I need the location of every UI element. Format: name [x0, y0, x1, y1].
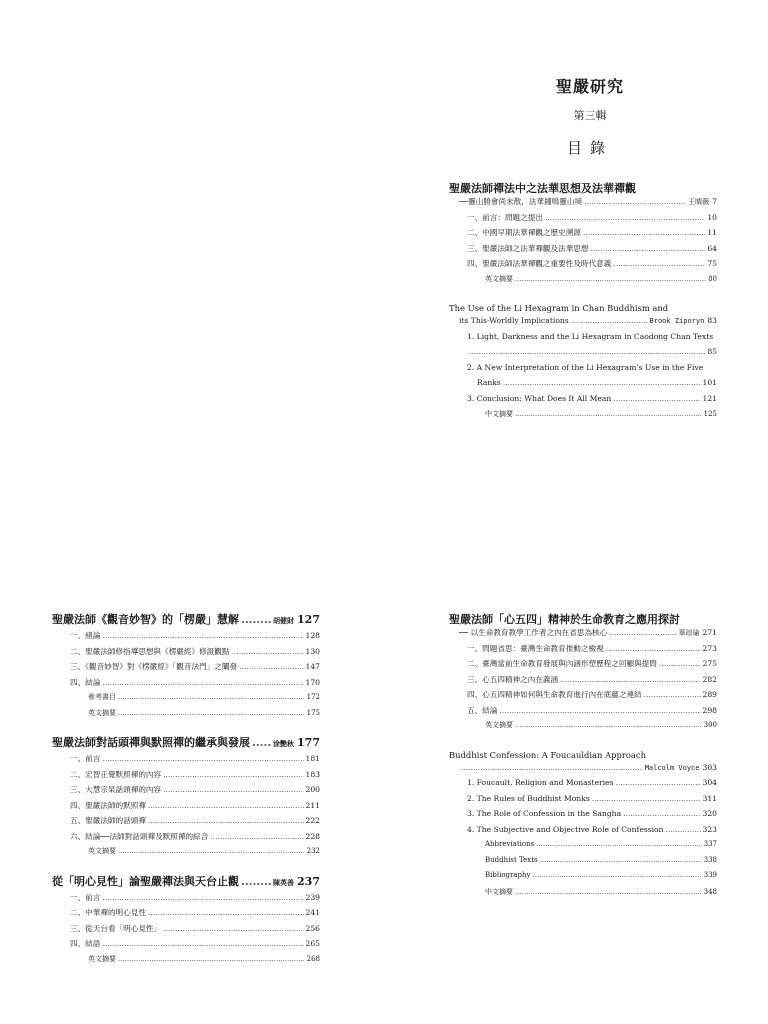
entry-text: 4. The Subjective and Objective Role of Confession	[467, 824, 664, 834]
page-number: 80	[708, 274, 717, 283]
entry-author: 辜琮瑜	[678, 629, 700, 637]
article-title: The Use of the Li Hexagram in Chan Buddhism and	[449, 303, 669, 313]
page-number: 222	[305, 816, 320, 825]
toc-entry	[449, 394, 717, 410]
page-number: 128	[305, 631, 320, 640]
toc-entry	[52, 831, 320, 847]
toc-entry	[449, 778, 717, 794]
page-number: 323	[702, 824, 717, 834]
page-number: 172	[306, 693, 320, 701]
toc-entry	[449, 227, 717, 243]
dot-leader	[499, 706, 700, 715]
dot-leader	[545, 213, 705, 222]
entry-text: 五、結論	[467, 705, 498, 715]
page-number: 303	[702, 762, 717, 772]
page-number: 211	[305, 800, 320, 810]
toc-entry	[52, 753, 320, 769]
entry-text: 英文摘要	[88, 708, 116, 717]
page-number: 64	[707, 243, 717, 253]
dot-leader	[540, 856, 702, 864]
entry-text: 四、聖嚴法師的默照禪	[70, 800, 146, 810]
dot-leader	[148, 816, 304, 825]
page-number: 271	[702, 628, 717, 637]
toc-entry	[52, 708, 320, 724]
toc-entry	[449, 409, 717, 425]
toc-entry	[449, 856, 717, 872]
dot-leader	[591, 244, 706, 253]
entry-text: 中文摘要	[485, 887, 513, 896]
entry-text: 六、結論──法師對話頭禪及默照禪的綜合	[70, 831, 209, 841]
article-title-row	[52, 735, 320, 753]
entry-text: ── 以生命教育教學工作者之內在省思為核心	[459, 628, 608, 637]
entry-text: Ranks	[477, 378, 501, 387]
dot-leader	[118, 709, 305, 717]
dot-leader	[148, 908, 304, 917]
page-number: 241	[305, 908, 320, 917]
toc-left-bottom	[52, 612, 320, 981]
page-number: 339	[703, 871, 717, 879]
toc-entry	[449, 363, 717, 379]
page-number: 298	[702, 705, 717, 715]
page-number: 175	[306, 708, 320, 717]
entry-text: 二、宏智正覺默照禪的內容	[70, 769, 162, 779]
page-number: 11	[707, 228, 717, 237]
dot-leader	[666, 825, 701, 834]
page-number: 125	[703, 410, 717, 418]
dot-leader	[613, 394, 700, 403]
page-number: 183	[305, 769, 320, 779]
toc-right-bottom	[449, 612, 717, 914]
toc-entry	[449, 809, 717, 825]
toc-article	[52, 612, 320, 723]
dot-leader	[503, 378, 701, 387]
toc-right-top	[449, 181, 717, 437]
dot-leader	[231, 647, 303, 656]
dot-leader	[609, 628, 676, 637]
page-number: 232	[306, 847, 320, 855]
toc-entry	[449, 840, 717, 856]
dot-leader	[118, 955, 305, 963]
dot-leader	[163, 785, 303, 794]
title-block	[540, 74, 640, 158]
dot-leader	[659, 659, 701, 668]
toc-heading: 目錄	[566, 139, 613, 157]
article-title: 聖嚴法師對話頭禪與默照禪的繼承與發展	[52, 736, 250, 749]
toc-entry	[449, 825, 717, 841]
article-title: Buddhist Confession: A Foucauldian Approach	[449, 749, 646, 760]
dot-leader	[163, 770, 303, 779]
toc-article	[449, 181, 717, 289]
dot-leader	[461, 763, 643, 772]
toc-entry	[52, 938, 320, 954]
article-title: 從「明心見性」論聖嚴禪法與天台止觀	[52, 874, 239, 888]
entry-text: 二、中國早期法華禪觀之歷史溯源	[467, 228, 581, 237]
entry-text: 三、從天台看「明心見性」	[70, 923, 162, 933]
entry-text: 中文摘要	[485, 410, 513, 418]
dot-leader	[571, 316, 648, 325]
entry-author: Malcolm Voyce	[644, 763, 700, 772]
dot-leader	[102, 893, 303, 902]
entry-text: 1. Light, Darkness and the Li Hexagram in Caodong Chan Texts	[467, 331, 714, 341]
toc-article	[449, 748, 717, 903]
entry-text: 四、心五四精神如何與生命教育進行內在底蘊之連結	[467, 690, 642, 699]
page-number: 265	[305, 939, 320, 948]
entry-text: 三、《觀音妙智》對《楞嚴經》「觀音法門」之闡發	[70, 662, 238, 671]
dot-leader	[560, 675, 700, 684]
toc-entry	[449, 243, 717, 259]
entry-text: 四、結語	[70, 939, 101, 948]
entry-text: its This-Worldly Implications	[459, 316, 569, 325]
entry-text: 一、問題省思：臺灣生命教育推動之檢視	[467, 643, 604, 653]
dot-leader	[239, 662, 303, 671]
toc-entry	[52, 677, 320, 693]
page-number: 121	[702, 393, 717, 403]
toc-entry	[52, 769, 320, 785]
entry-author: 王晴薇	[688, 198, 710, 206]
entry-text: 英文摘要	[88, 847, 116, 855]
page-number: 256	[305, 923, 320, 933]
article-title: 聖嚴法師「心五四」精神於生命教育之應用探討	[449, 613, 680, 626]
page-number: 75	[707, 259, 717, 268]
page-number: 85	[707, 347, 717, 356]
article-title: 聖嚴法師禪法中之法華思想及法華禪觀	[449, 182, 636, 195]
entry-text: 三、聖嚴法師之法華禪觀及法華思想	[467, 243, 589, 253]
dot-leader	[469, 347, 705, 356]
toc-entry	[449, 212, 717, 228]
page-number: 228	[305, 831, 320, 841]
entry-text: 1. Foucault, Religion and Monasteries	[467, 778, 614, 787]
toc-article	[52, 874, 320, 970]
dot-leader	[210, 832, 303, 841]
page-number: 101	[702, 378, 717, 387]
page-number: 311	[702, 793, 717, 803]
entry-text: 二、臺灣當前生命教育發展與內涵形塑歷程之回顧與提問	[467, 659, 657, 668]
toc-entry	[52, 954, 320, 970]
page-number: 338	[703, 855, 717, 864]
toc-entry	[52, 907, 320, 923]
dot-leader	[583, 228, 705, 237]
page-number: 320	[702, 809, 717, 818]
toc-article	[449, 301, 717, 425]
page-number: 273	[702, 643, 717, 653]
dot-leader	[163, 924, 303, 933]
dot-leader	[533, 871, 702, 879]
entry-author: Brook Ziporyn	[649, 317, 705, 325]
page-number: 282	[702, 674, 717, 684]
article-title-row	[52, 874, 320, 892]
entry-text: 2. A New Interpretation of the Li Hexagram’s Use in the Five	[467, 362, 704, 372]
toc-article	[449, 612, 717, 736]
page-number: 127	[297, 613, 320, 626]
toc-entry	[449, 689, 717, 705]
entry-text: 一、前言	[70, 892, 101, 902]
toc-entry	[449, 258, 717, 274]
dot-leader	[644, 690, 701, 699]
dot-leader	[515, 410, 702, 418]
dot-leader	[102, 939, 303, 948]
toc-entry	[52, 661, 320, 677]
entry-text: 四、結論	[70, 677, 101, 687]
page-number: 177	[297, 736, 320, 749]
article-title-row	[52, 612, 320, 630]
toc-entry	[449, 347, 717, 363]
dot-leader	[102, 631, 303, 640]
dot-leader	[118, 847, 305, 855]
toc-entry	[449, 658, 717, 674]
toc-entry	[52, 630, 320, 646]
entry-text: 二、聖嚴法師修指導思想與《楞嚴經》修證觀點	[70, 646, 230, 656]
page-number: 289	[702, 690, 717, 699]
page-number: 239	[305, 892, 320, 902]
entry-text: 一、前言	[70, 754, 101, 763]
dot-leader	[606, 644, 701, 653]
page-number: 275	[702, 659, 717, 668]
toc-entry	[449, 332, 717, 348]
page-number: 200	[305, 785, 320, 794]
entry-text: ──靈山勝會尚未散，法華鐘鳴靈山境	[459, 197, 583, 206]
toc-entry	[449, 316, 717, 332]
dot-leader	[592, 794, 701, 803]
toc-entry	[449, 794, 717, 810]
entry-text: 一、緒論	[70, 631, 101, 640]
toc-entry	[52, 815, 320, 831]
dot-leader	[515, 888, 702, 896]
article-title: 聖嚴法師《觀音妙智》的「楞嚴」慧解	[52, 613, 239, 626]
toc-entry	[449, 378, 717, 394]
entry-text: 三、心五四精神之內在義涵	[467, 674, 559, 684]
dot-leader	[536, 840, 701, 848]
dot-leader	[623, 809, 700, 818]
entry-text: 3. Conclusion: What Does It All Mean	[467, 393, 612, 403]
entry-text: Buddhist Texts	[485, 855, 538, 864]
page-number: 337	[703, 840, 717, 848]
dot-leader	[613, 259, 705, 268]
dot-leader	[118, 693, 305, 701]
page-number: 268	[306, 954, 320, 963]
article-author: 陳英善	[273, 878, 295, 887]
toc-entry	[52, 784, 320, 800]
entry-text: 四、聖嚴法師法華禪觀之重要性及時代意義	[467, 259, 612, 268]
dot-leader	[148, 801, 304, 810]
toc-entry	[449, 705, 717, 721]
page-number: 181	[305, 754, 320, 763]
entry-text: 英文摘要	[485, 274, 513, 283]
entry-text: Abbreviations	[485, 840, 535, 848]
toc-entry	[52, 800, 320, 816]
dot-leader	[252, 735, 271, 750]
entry-text: 五、聖嚴法師的話頭禪	[70, 816, 146, 825]
entry-text: 2. The Rules of Buddhist Monks	[467, 793, 590, 803]
toc-entry	[449, 763, 717, 779]
page-number: 130	[305, 646, 320, 656]
article-author: 涂艷秋	[273, 740, 295, 748]
entry-text: 英文摘要	[88, 954, 116, 963]
toc-entry	[52, 846, 320, 862]
toc-entry	[52, 646, 320, 662]
dot-leader	[102, 754, 303, 763]
article-author: 胡健財	[273, 617, 295, 625]
dot-leader	[584, 197, 686, 206]
page-number: 304	[702, 778, 717, 787]
entry-text: 二、中華禪的明心見性	[70, 908, 146, 917]
toc-article	[52, 735, 320, 862]
journal-title: 聖嚴研究	[555, 77, 624, 96]
toc-entry	[52, 923, 320, 939]
toc-entry	[449, 274, 717, 290]
page-number: 10	[707, 212, 717, 222]
dot-leader	[102, 678, 303, 687]
page-number: 170	[305, 677, 320, 687]
toc-entry	[52, 892, 320, 908]
entry-text: 英文摘要	[485, 721, 513, 729]
entry-text: 參考書目	[88, 693, 116, 701]
dot-leader	[616, 778, 701, 787]
page-number: 300	[703, 721, 717, 729]
toc-entry	[449, 674, 717, 690]
dot-leader	[241, 612, 271, 627]
toc-entry	[449, 196, 717, 212]
entry-text: 一、前言：問題之提出	[467, 212, 543, 222]
page-number: 7	[712, 197, 717, 206]
toc-entry	[52, 692, 320, 708]
toc-entry	[449, 627, 717, 643]
toc-entry	[449, 887, 717, 903]
toc-entry	[449, 720, 717, 736]
dot-leader	[241, 874, 271, 889]
entry-text: 3. The Role of Confession in the Sangha	[467, 809, 622, 818]
page-number: 147	[305, 662, 320, 671]
dot-leader	[515, 721, 702, 729]
page-number: 237	[297, 874, 320, 888]
toc-entry	[449, 871, 717, 887]
page-number: 83	[707, 316, 717, 325]
dot-leader	[515, 275, 706, 283]
entry-text: Bibliography	[485, 871, 531, 879]
issue-label: 第三輯	[573, 109, 607, 122]
toc-entry	[449, 643, 717, 659]
entry-text: 三、大慧宗杲話頭禪的內容	[70, 785, 162, 794]
page-number: 348	[703, 887, 717, 896]
